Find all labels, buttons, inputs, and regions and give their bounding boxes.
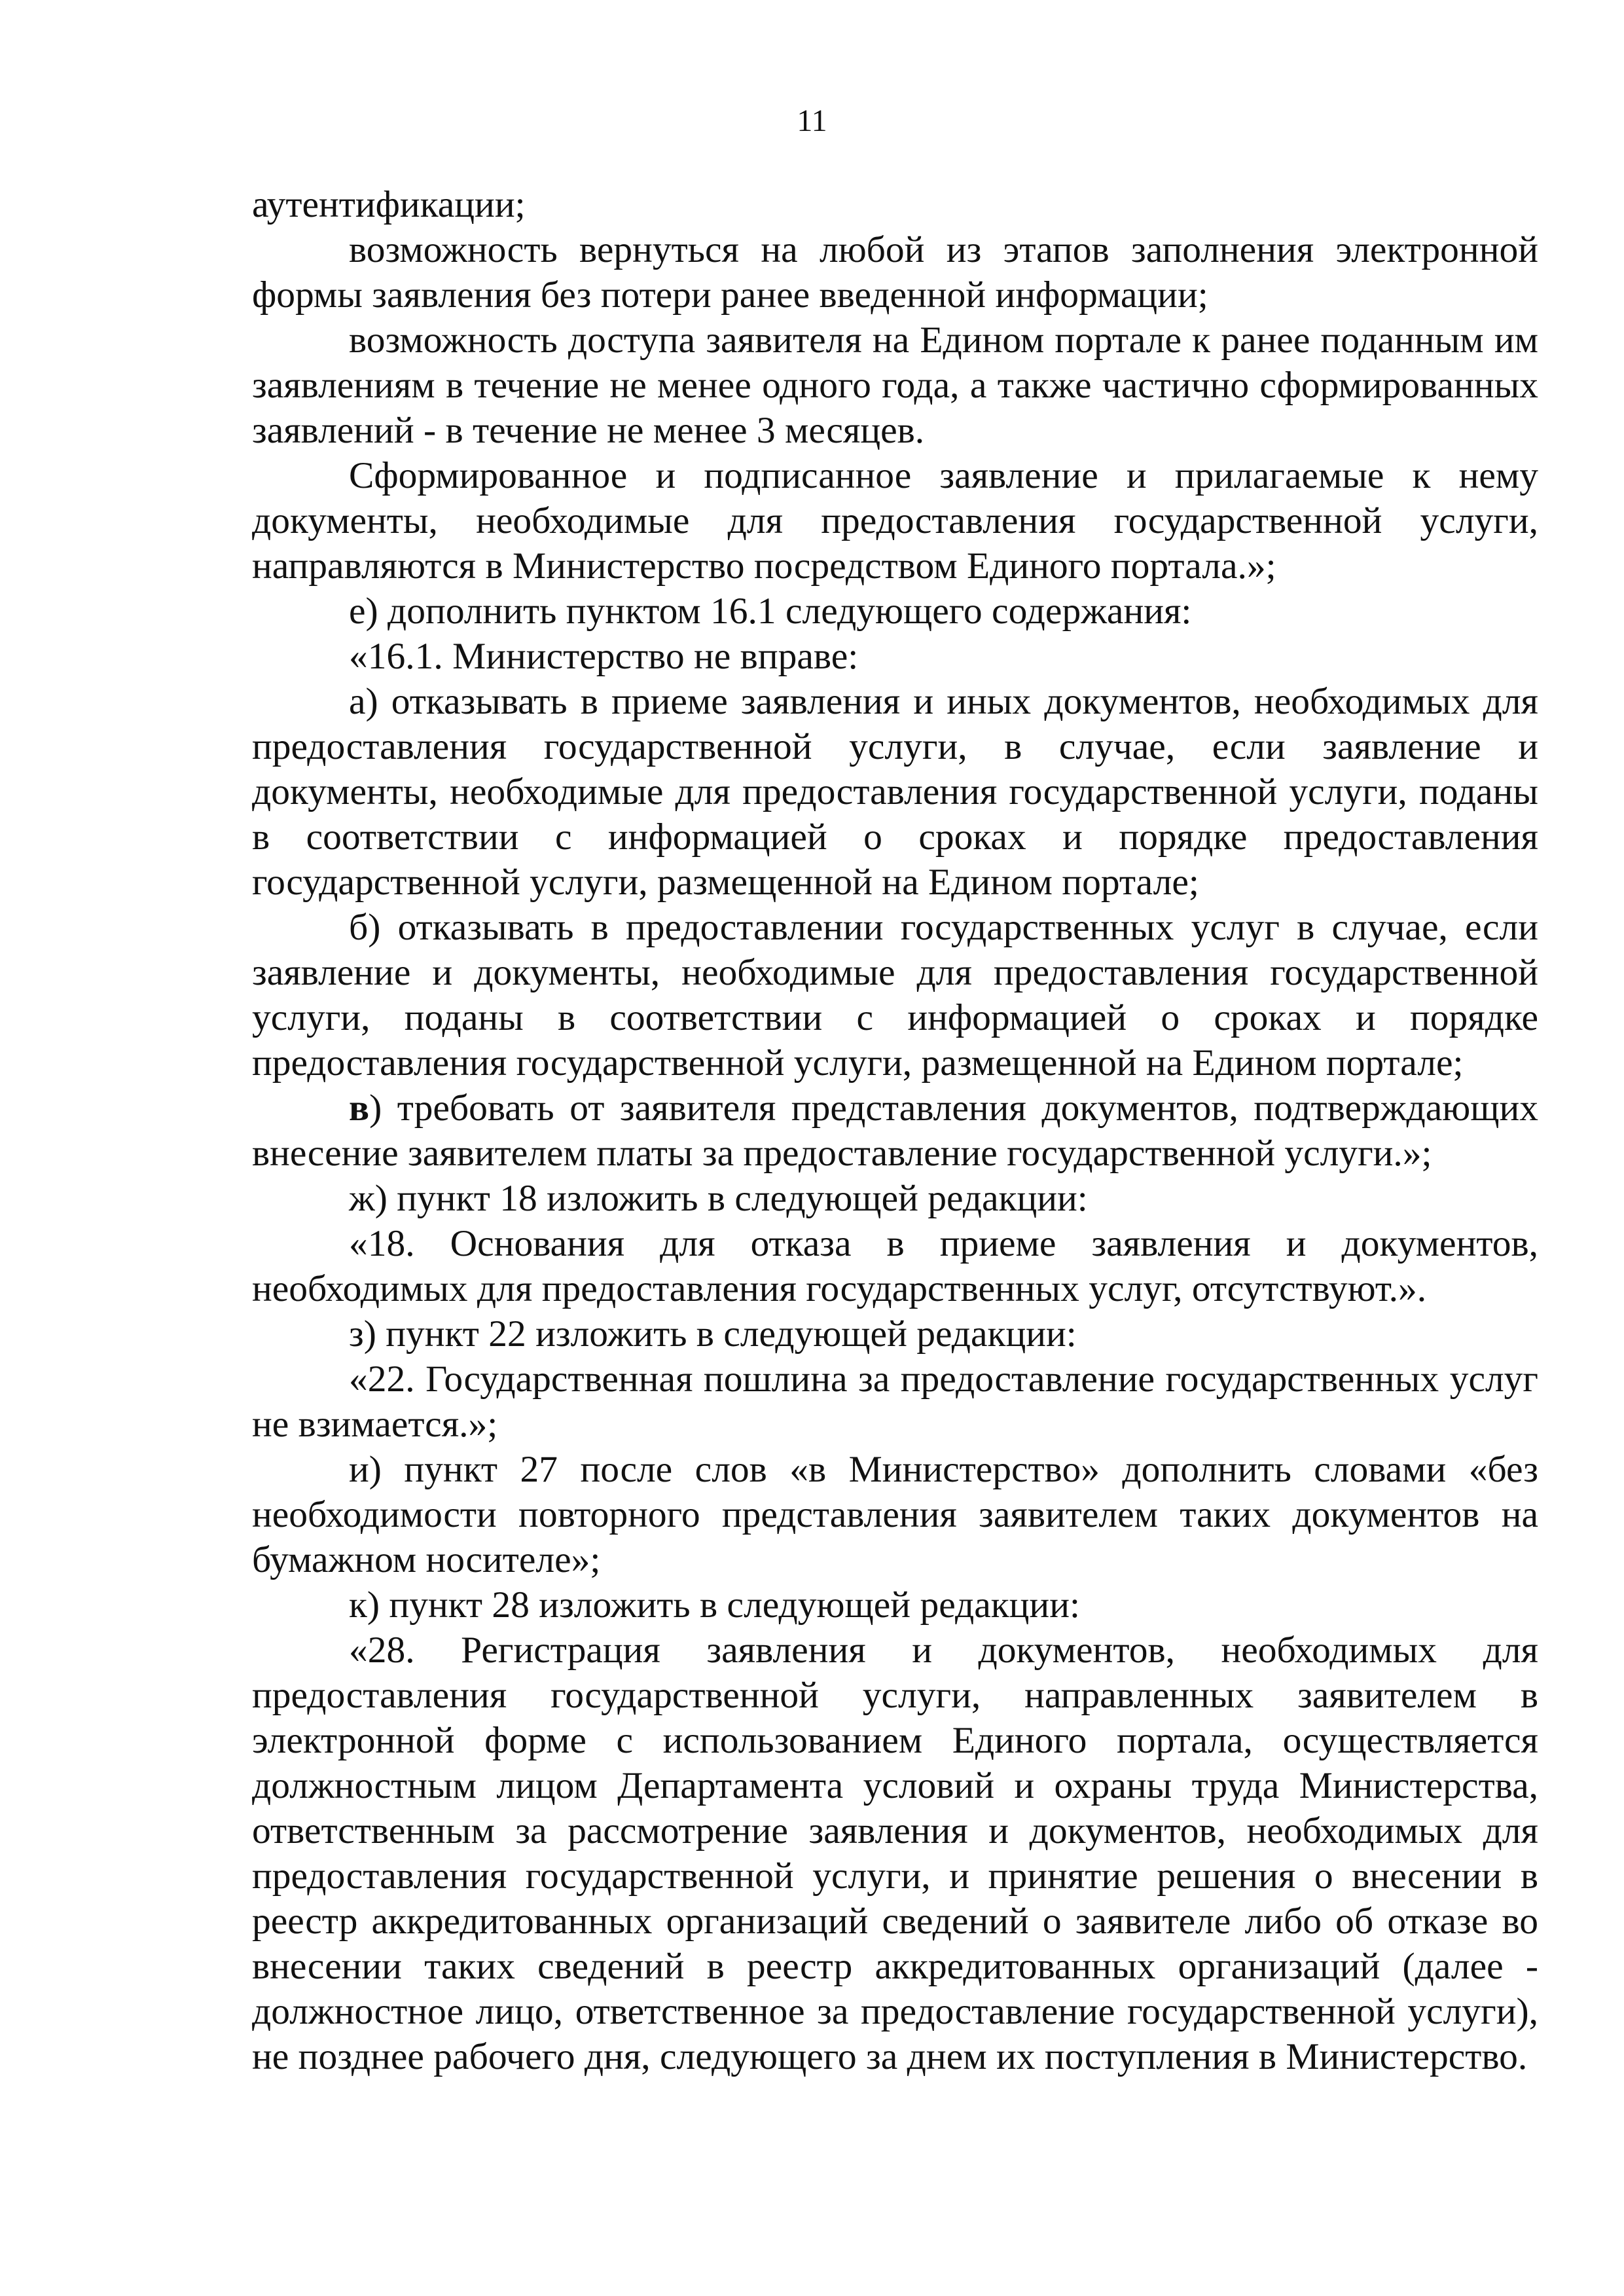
paragraph-item-i: и) пункт 27 после слов «в Министерство» дополнить словами «без необходимости повторного представления заявителем таких документов на бумажном носителе»;: [252, 1449, 1538, 1580]
paragraph-28: «28. Регистрация заявления и документов, необходимых для предоставления государственной услуги, направленных заявителем в электронной форме с использованием Единого портала, осуществляется должностным лицом Департамента условий и охраны труда Министерства, ответственным за рассмотрение заявления и документов, необходимых для предоставления государственной услуги, и принятие решения о внесении в реестр аккредитованных организаций сведений о заявителе либо об отказе во внесении таких сведений в реестр аккредитованных организаций (далее - должностное лицо, ответственное за предоставление государственной услуги), не позднее рабочего дня, следующего за днем их поступления в Министерство.: [252, 1630, 1538, 2077]
paragraph-item-v: [252, 1085, 1538, 1176]
paragraph-item-b: б) отказывать в предоставлении государственных услуг в случае, если заявление и документы, необходимые для предоставления государственной услуги, поданы в соответствии с информацией о сроках и порядке предоставления государственной услуги, размещенной на Едином портале;: [252, 907, 1538, 1084]
paragraph-authentication: аутентификации;: [252, 184, 526, 225]
paragraph-portal-access: возможность доступа заявителя на Едином портале к ранее поданным им заявлениям в течение не менее одного года, а также частично сформированных заявлений - в течение не менее 3 месяцев.: [252, 319, 1538, 451]
paragraph-item-a: а) отказывать в приеме заявления и иных документов, необходимых для предоставления государственной услуги, в случае, если заявление и документы, необходимые для предоставления государственной услуги, поданы в соответствии с информацией о сроках и порядке предоставления государственной услуги, размещенной на Едином портале;: [252, 681, 1538, 903]
paragraph-18: «18. Основания для отказа в приеме заявления и документов, необходимых для предоставления государственных услуг, отсутствуют.».: [252, 1223, 1538, 1309]
item-v-text: ) требовать от заявителя представления документов, подтверждающих внесение заявителем платы за предоставление государственной услуги.»;: [252, 1087, 1538, 1174]
paragraph-submitted-application: Сформированное и подписанное заявление и прилагаемые к нему документы, необходимые для предоставления государственной услуги, направляются в Министерство посредством Единого портала.»;: [252, 455, 1538, 587]
paragraph-item-zh: ж) пункт 18 изложить в следующей редакции:: [349, 1178, 1088, 1219]
paragraph-item-k: к) пункт 28 изложить в следующей редакции:: [349, 1584, 1080, 1626]
page-number: 11: [797, 103, 827, 138]
item-v-letter: в: [349, 1087, 370, 1129]
paragraph-item-z: з) пункт 22 изложить в следующей редакции:: [349, 1313, 1077, 1355]
paragraph-item-e: е) дополнить пунктом 16.1 следующего содержания:: [349, 591, 1192, 632]
paragraph-22: «22. Государственная пошлина за предоставление государственных услуг не взимается.»;: [252, 1358, 1538, 1445]
document-body: [252, 182, 1538, 2079]
paragraph-return-to-step: возможность вернуться на любой из этапов заполнения электронной формы заявления без потери ранее введенной информации;: [252, 229, 1538, 316]
paragraph-16-1-header: «16.1. Министерство не вправе:: [349, 636, 859, 677]
